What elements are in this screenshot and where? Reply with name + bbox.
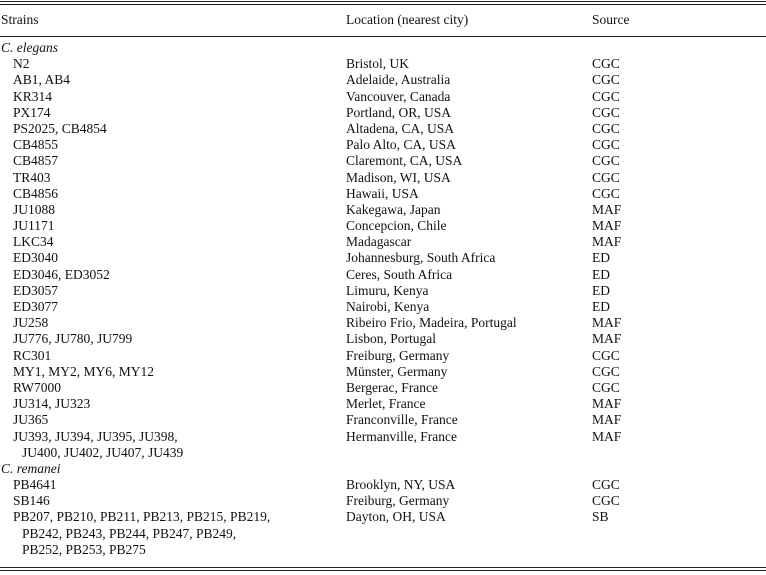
source-cell: ED [592, 266, 610, 282]
section-heading [0, 40, 766, 56]
strain-cell: PB4641 [13, 477, 57, 493]
source-cell: MAF [592, 218, 622, 234]
source-cell: CGC [592, 477, 620, 493]
location-cell: Hawaii, USA [346, 185, 419, 201]
strain-line: JU400, JU402, JU407, JU439 [22, 444, 184, 460]
table-row [0, 331, 766, 347]
strain-line: JU393, JU394, JU395, JU398, [13, 428, 178, 444]
strain-line: PB207, PB210, PB211, PB213, PB215, PB219, [13, 509, 271, 525]
table-row [0, 170, 766, 186]
strain-line: PB242, PB243, PB244, PB247, PB249, [22, 525, 237, 541]
source-cell: ED [592, 282, 610, 298]
top-rule-outer [0, 1, 766, 2]
source-cell: CGC [592, 185, 620, 201]
strain-cell: MY1, MY2, MY6, MY12 [13, 363, 155, 379]
location-cell: Altadena, CA, USA [346, 120, 454, 136]
source-cell: MAF [592, 331, 622, 347]
strain-cell: CB4856 [13, 185, 59, 201]
location-cell: Brooklyn, NY, USA [346, 477, 456, 493]
table-row [0, 137, 766, 153]
top-rule-inner [0, 4, 766, 5]
location-cell: Nairobi, Kenya [346, 299, 430, 314]
table-row [0, 412, 766, 428]
table-row [0, 267, 766, 283]
strains-table-body [0, 40, 766, 558]
location-cell: Bristol, UK [346, 56, 410, 72]
table-row [0, 364, 766, 380]
source-cell: MAF [592, 234, 622, 250]
table-row [0, 250, 766, 266]
strain-cell: JU365 [13, 412, 49, 428]
source-cell: MAF [592, 396, 622, 412]
section-heading [0, 461, 766, 477]
source-cell: MAF [592, 315, 622, 331]
location-cell: Dayton, OH, USA [346, 509, 446, 525]
table-row [0, 186, 766, 202]
table-row [0, 153, 766, 169]
strain-cell: RW7000 [13, 379, 62, 395]
strain-cell: AB1, AB4 [13, 72, 71, 88]
location-cell: Bergerac, France [346, 379, 438, 395]
strain-cell: JU314, JU323 [13, 396, 91, 412]
location-cell: Freiburg, Germany [346, 347, 450, 363]
source-cell: CGC [592, 120, 620, 136]
source-cell: MAF [592, 412, 622, 428]
location-cell: Münster, Germany [346, 363, 448, 379]
location-cell: Madagascar [346, 234, 412, 250]
strain-cell [13, 429, 183, 461]
source-cell: ED [592, 299, 610, 314]
table-row [0, 429, 766, 461]
table-row [0, 299, 766, 315]
table-row [0, 380, 766, 396]
source-cell: ED [592, 250, 610, 266]
table-row [0, 493, 766, 509]
strain-cell: ED3040 [13, 250, 58, 266]
table-row [0, 218, 766, 234]
header-location: Location (nearest city) [346, 12, 469, 27]
source-cell: CGC [592, 104, 620, 120]
bottom-rule-outer [0, 570, 766, 571]
location-cell: Kakegawa, Japan [346, 201, 441, 217]
source-cell: CGC [592, 347, 620, 363]
strain-cell: JU776, JU780, JU799 [13, 331, 133, 347]
strain-cell: RC301 [13, 347, 52, 363]
strain-cell: PS2025, CB4854 [13, 120, 107, 136]
table-row [0, 509, 766, 558]
source-cell: CGC [592, 169, 620, 185]
strain-cell: N2 [13, 56, 30, 72]
strain-cell: KR314 [13, 88, 53, 104]
source-cell: CGC [592, 363, 620, 379]
strain-cell: CB4855 [13, 137, 59, 153]
table-row [0, 56, 766, 72]
table-row [0, 72, 766, 88]
header-strains: Strains [1, 12, 39, 27]
strain-cell: TR403 [13, 169, 51, 185]
header-rule [0, 36, 766, 37]
source-cell: CGC [592, 56, 620, 72]
location-cell: Ribeiro Frio, Madeira, Portugal [346, 315, 517, 331]
strain-cell: ED3046, ED3052 [13, 266, 110, 282]
location-cell: Hermanville, France [346, 428, 457, 444]
strain-cell: LKC34 [13, 234, 54, 250]
table-row [0, 121, 766, 137]
strain-line: PB252, PB253, PB275 [22, 541, 146, 557]
location-cell: Franconville, France [346, 412, 458, 428]
table-row [0, 348, 766, 364]
source-cell: SB [592, 509, 609, 525]
strain-cell: ED3057 [13, 282, 58, 298]
location-cell: Merlet, France [346, 396, 426, 412]
table-row [0, 477, 766, 493]
source-cell: CGC [592, 493, 620, 509]
location-cell: Lisbon, Portugal [346, 331, 436, 347]
header-source: Source [592, 12, 630, 27]
section-title: C. remanei [1, 460, 61, 476]
location-cell: Palo Alto, CA, USA [346, 137, 456, 153]
strain-cell: JU258 [13, 315, 49, 331]
source-cell: CGC [592, 137, 620, 153]
table-row [0, 202, 766, 218]
source-cell: CGC [592, 379, 620, 395]
location-cell: Johannesburg, South Africa [346, 250, 496, 266]
table-row [0, 105, 766, 121]
location-cell: Claremont, CA, USA [346, 153, 463, 169]
location-cell: Concepcion, Chile [346, 218, 447, 234]
table-row [0, 283, 766, 299]
source-cell: CGC [592, 153, 620, 169]
location-cell: Ceres, South Africa [346, 266, 453, 282]
section-title: C. elegans [1, 40, 58, 55]
source-cell: MAF [592, 201, 622, 217]
location-cell: Madison, WI, USA [346, 169, 451, 185]
location-cell: Limuru, Kenya [346, 282, 429, 298]
location-cell: Portland, OR, USA [346, 104, 452, 120]
strain-cell: ED3077 [13, 299, 58, 314]
source-cell: CGC [592, 72, 620, 88]
strain-cell: CB4857 [13, 153, 59, 169]
strain-cell [13, 509, 270, 558]
table-row [0, 89, 766, 105]
bottom-rule-inner [0, 567, 766, 568]
table-row [0, 234, 766, 250]
strain-cell: JU1088 [13, 201, 56, 217]
strain-cell: SB146 [13, 493, 50, 509]
location-cell: Adelaide, Australia [346, 72, 451, 88]
strain-cell: PX174 [13, 104, 51, 120]
source-cell: CGC [592, 88, 620, 104]
location-cell: Vancouver, Canada [346, 88, 451, 104]
source-cell: MAF [592, 428, 622, 444]
location-cell: Freiburg, Germany [346, 493, 450, 509]
table-row [0, 315, 766, 331]
table-row [0, 396, 766, 412]
strain-cell: JU1171 [13, 218, 55, 234]
